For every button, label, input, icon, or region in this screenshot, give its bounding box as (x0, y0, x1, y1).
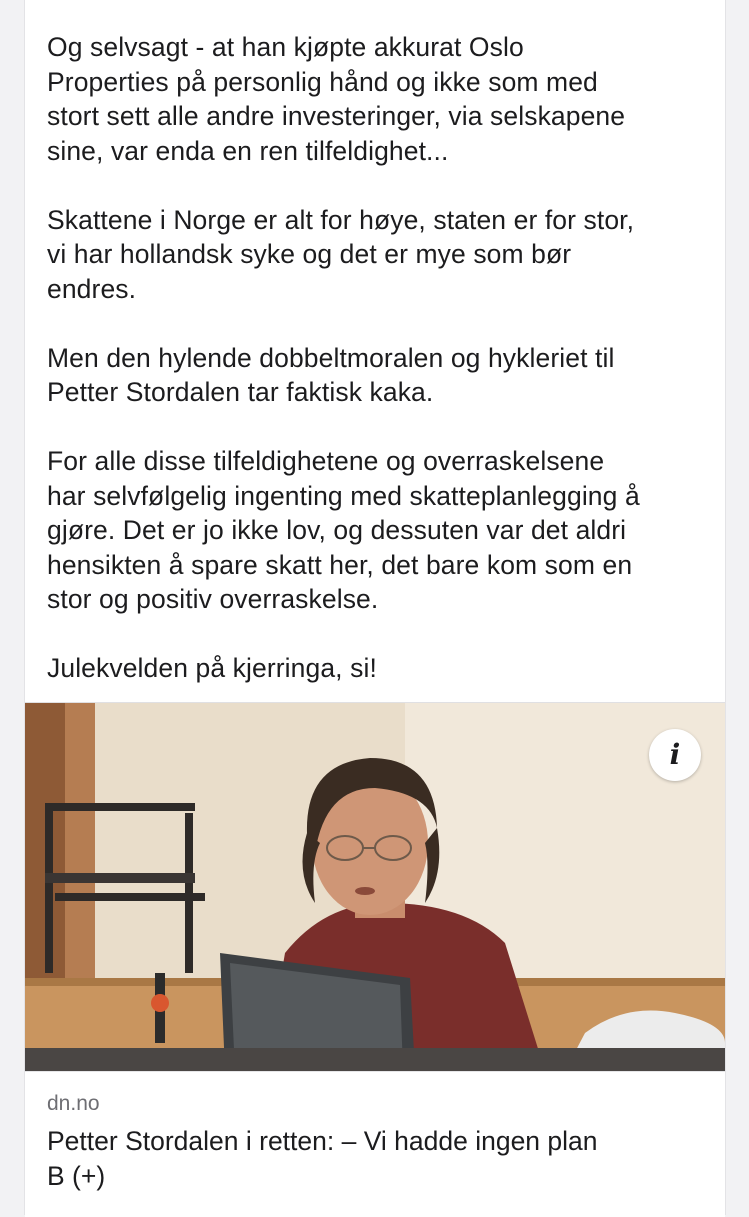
post-paragraph-1 (47, 30, 707, 168)
headline-line: B (+) (47, 1161, 106, 1191)
text-line: gjøre. Det er jo ikke lov, og dessuten var det aldri (47, 515, 627, 545)
text-line: har selvfølgelig ingenting med skatteplanlegging å (47, 480, 640, 511)
text-line: hensikten å spare skatt her, det bare kom som en (47, 549, 633, 580)
text-line: Men den hylende dobbeltmoralen og hykleriet til (47, 342, 615, 373)
source-domain: dn.no (47, 1092, 100, 1115)
photo-illustration (25, 703, 725, 1071)
link-preview-card[interactable] (25, 702, 725, 1216)
post-paragraph-2 (47, 203, 707, 307)
text-line: vi har hollandsk syke og det er mye som bør (47, 239, 572, 269)
text-line: endres. (47, 273, 137, 304)
info-button[interactable] (649, 729, 701, 781)
text-line: For alle disse tilfeldighetene og overraskelsene (47, 446, 605, 476)
post-paragraph-3 (47, 341, 707, 410)
text-line: Properties på personlig hånd og ikke som med (47, 66, 598, 97)
post-paragraph-5 (47, 651, 707, 686)
preview-meta[interactable] (25, 1071, 725, 1217)
headline-line: Petter Stordalen i retten: – Vi hadde ingen plan (47, 1126, 598, 1156)
text-line: Skattene i Norge er alt for høye, staten er for stor, (47, 204, 635, 235)
article-photo[interactable] (25, 703, 725, 1071)
text-line: stor og positiv overraskelse. (47, 584, 379, 614)
post-card (24, 0, 726, 1215)
info-icon: i (669, 738, 681, 771)
text-line: stort sett alle andre investeringer, via selskapene (47, 101, 626, 131)
article-headline[interactable] (47, 1124, 707, 1194)
post-text (47, 30, 707, 686)
text-line: Petter Stordalen tar faktisk kaka. (47, 377, 434, 407)
text-line: Julekvelden på kjerringa, si! (47, 653, 377, 683)
text-line: Og selvsagt - at han kjøpte akkurat Oslo (47, 32, 524, 62)
post-paragraph-4 (47, 444, 707, 617)
text-line: sine, var enda en ren tilfeldighet... (47, 135, 449, 166)
